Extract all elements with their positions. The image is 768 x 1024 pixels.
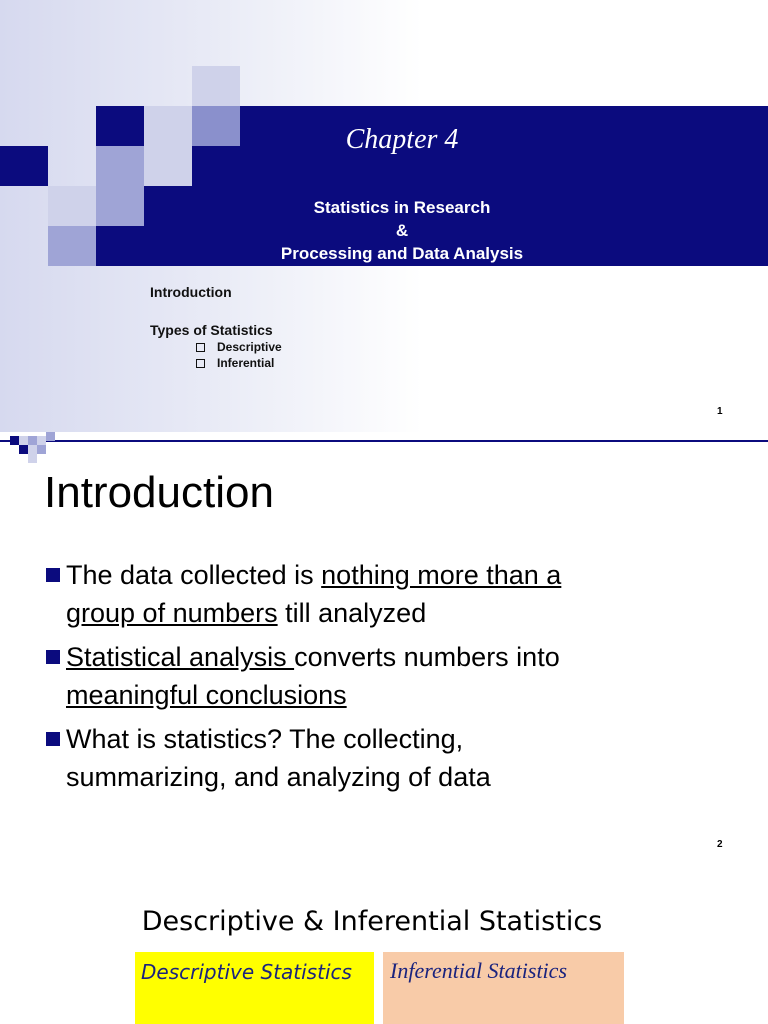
outline-item-types: Types of Statistics: [150, 322, 273, 338]
bullet-text: The data collected is: [66, 560, 322, 590]
square-bullet-icon: [46, 732, 60, 746]
bullet-text: converts numbers into: [294, 642, 560, 672]
slide-3: [0, 864, 768, 1024]
checkbox-bullet-icon: [196, 359, 205, 368]
page-number: 1: [717, 406, 723, 417]
outline-item-introduction: Introduction: [150, 284, 232, 300]
chapter-title: Chapter 4: [345, 124, 459, 155]
decor-navy-square: [0, 146, 48, 186]
bullet-underlined-text: Statistical analysis: [66, 642, 295, 672]
title-rule: [0, 440, 768, 442]
decor-square: [28, 454, 37, 463]
page-number: 2: [717, 839, 723, 850]
bullet-text: summarizing, and analyzing of data: [66, 762, 491, 792]
outline-subitem: [196, 340, 282, 354]
bullet-underlined-text: meaningful conclusions: [66, 680, 347, 710]
subtitle-line-3: Processing and Data Analysis: [280, 244, 524, 263]
outline-subitem: [196, 356, 274, 370]
decor-square: [19, 445, 28, 454]
decor-square: [37, 445, 46, 454]
bullet-underlined-text: nothing more than a: [321, 560, 562, 590]
outline-subitem-label: Inferential: [217, 356, 275, 370]
decor-square: [28, 445, 37, 454]
slide-title: Descriptive & Inferential Statistics: [141, 906, 603, 937]
box-label: Descriptive Statistics: [141, 960, 352, 984]
bullet-item: [46, 720, 746, 796]
inferential-statistics-box: [383, 952, 624, 1024]
subtitle-line-1: Statistics in Research: [313, 198, 491, 217]
decor-square: [10, 436, 19, 445]
decor-square: [28, 436, 37, 445]
bullet-item: [46, 638, 746, 714]
bullet-item: [46, 556, 746, 632]
subtitle-line-2: &: [395, 221, 409, 240]
bullet-text: till analyzed: [277, 598, 427, 628]
square-bullet-icon: [46, 650, 60, 664]
slide-2: [0, 432, 768, 864]
outline-subitem-label: Descriptive: [217, 340, 282, 354]
decor-square: [46, 432, 55, 441]
decor-square: [48, 226, 96, 266]
bullet-underlined-text: group of numbers: [66, 598, 278, 628]
decor-square: [48, 186, 96, 226]
slide-title: Introduction: [44, 468, 274, 517]
decor-square: [37, 436, 46, 445]
slide-1: [0, 0, 768, 432]
box-label: Inferential Statistics: [390, 958, 567, 983]
descriptive-statistics-box: [135, 952, 374, 1024]
bullet-text: What is statistics? The collecting,: [66, 724, 464, 754]
square-bullet-icon: [46, 568, 60, 582]
decor-square: [192, 66, 240, 106]
checkbox-bullet-icon: [196, 343, 205, 352]
decor-square: [19, 436, 28, 445]
